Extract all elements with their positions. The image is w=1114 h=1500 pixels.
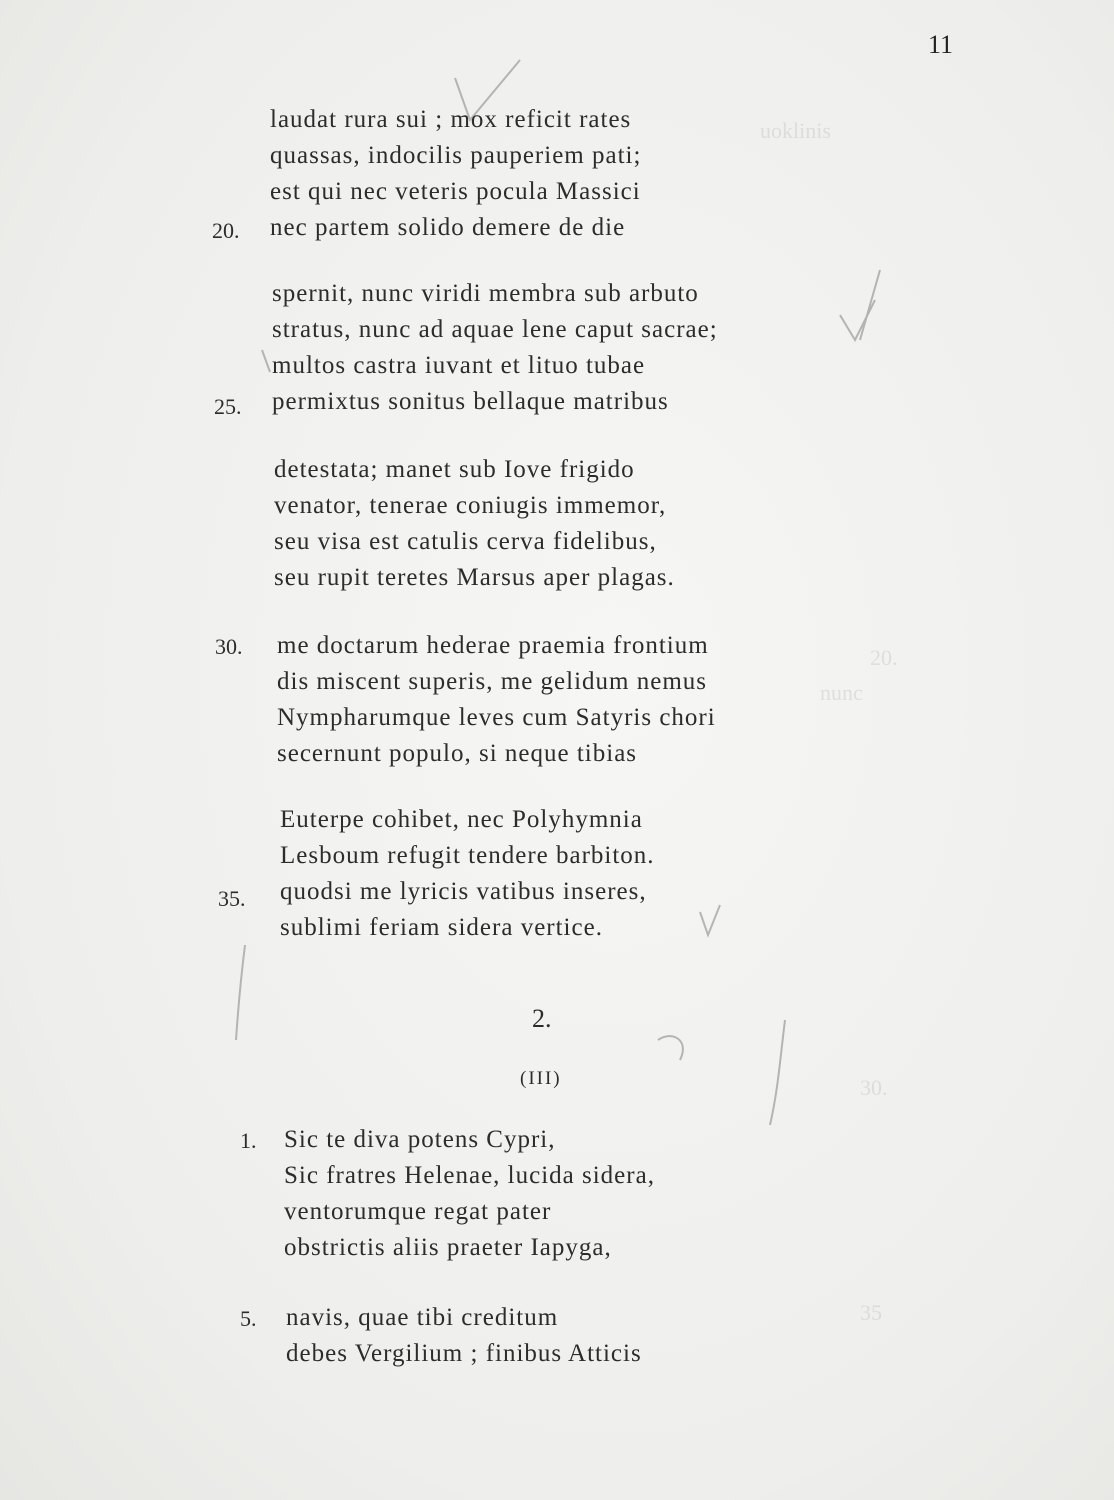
poem2-stanza-1 [284, 1122, 655, 1266]
verse-line: Sic fratres Helenae, lucida sidera, [284, 1162, 655, 1189]
verse-line: obstrictis aliis praeter Iapyga, [284, 1234, 612, 1261]
stanza-5 [280, 802, 655, 946]
verse-line: Lesboum refugit tendere barbiton. [280, 842, 655, 869]
verse-line: Nympharumque leves cum Satyris chori [277, 704, 716, 731]
line-number: 5. [240, 1306, 257, 1331]
verse-line: seu rupit teretes Marsus aper plagas. [274, 564, 675, 591]
verse-line: secernunt populo, si neque tibias [277, 740, 638, 767]
verse-line: Euterpe cohibet, nec Polyhymnia [280, 806, 643, 833]
page-number: 11 [928, 30, 954, 59]
verse-line: multos castra iuvant et lituo tubae [272, 352, 646, 379]
stanza-2 [272, 276, 718, 420]
verse-line: seu visa est catulis cerva fidelibus, [274, 528, 657, 555]
verse-line: me doctarum hederae praemia frontium [277, 632, 709, 659]
verse-line: quassas, indocilis pauperiem pati; [270, 142, 642, 169]
verse-line: debes Vergilium ; finibus Atticis [286, 1340, 642, 1367]
svg-text:uoklinis: uoklinis [760, 118, 831, 143]
verse-line: sublimi feriam sidera vertice. [280, 914, 603, 941]
verse-line: stratus, nunc ad aquae lene caput sacrae; [272, 316, 718, 343]
verse-line: navis, quae tibi creditum [286, 1304, 559, 1331]
line-number: 35. [218, 886, 246, 911]
line-number: 30. [215, 634, 243, 659]
verse-line: permixtus sonitus bellaque matribus [272, 388, 669, 415]
line-number: 20. [212, 218, 240, 243]
verse-line: detestata; manet sub Iove frigido [274, 456, 635, 483]
line-number: 1. [240, 1128, 257, 1153]
svg-text:nunc: nunc [820, 680, 863, 705]
verse-line: spernit, nunc viridi membra sub arbuto [272, 280, 699, 307]
svg-text:30.: 30. [860, 1075, 888, 1100]
verse-line: ventorumque regat pater [284, 1198, 552, 1225]
verse-line: venator, tenerae coniugis immemor, [274, 492, 667, 519]
verse-line: Sic te diva potens Cypri, [284, 1126, 556, 1153]
stanza-3 [274, 452, 675, 596]
verse-line: nec partem solido demere de die [270, 214, 626, 241]
poem2-stanza-2 [286, 1300, 642, 1372]
verse-line: est qui nec veteris pocula Massici [270, 178, 641, 205]
stanza-1 [270, 102, 641, 246]
poem-number: 2. [532, 1004, 552, 1033]
verse-line: dis miscent superis, me gelidum nemus [277, 668, 708, 695]
poem-subtitle: (III) [520, 1068, 562, 1089]
stanza-4 [277, 628, 716, 772]
line-number: 25. [214, 394, 242, 419]
verse-line: laudat rura sui ; mox reficit rates [270, 106, 632, 133]
verse-line: quodsi me lyricis vatibus inseres, [280, 878, 647, 905]
svg-text:35: 35 [860, 1300, 882, 1325]
svg-text:20.: 20. [870, 645, 898, 670]
